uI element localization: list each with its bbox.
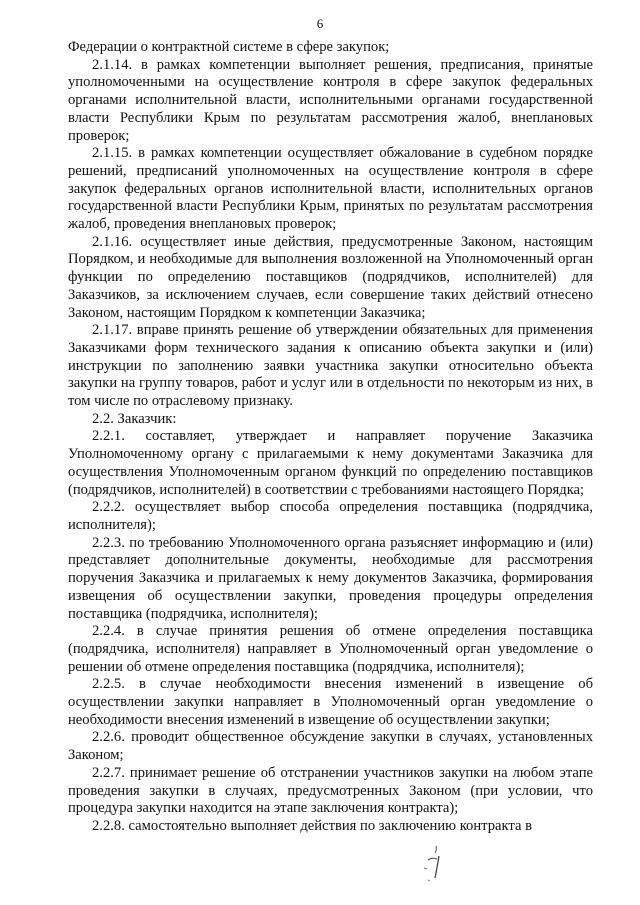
paragraph-2-2-1: 2.2.1. составляет, утверждает и направляет поручение Заказчика Уполномоченному органу с прилагаемыми к нему документами Заказчика для осуществления Уполномоченным органом функций по определению поставщиков (подрядчиков, исполнителей) в соответствии с требованиями настоящего Порядка; <box>68 428 593 498</box>
section-heading-2-2: 2.2. Заказчик: <box>92 410 177 427</box>
page-number: 6 <box>316 16 324 31</box>
paragraph-2-2-6: 2.2.6. проводит общественное обсуждение закупки в случаях, установленных Законом; <box>68 729 593 764</box>
paragraph-2-1-16: 2.1.16. осуществляет иные действия, предусмотренные Законом, настоящим Порядком, и необходимые для выполнения возложенной на Уполномоченный орган функции по определению поставщиков (подрядчиков, исполнителей) для Заказчиков, за исключением случаев, если совершение таких действий отнесено Законом, настоящим Порядком к компетенции Заказчика; <box>68 233 593 321</box>
document-body <box>68 39 593 836</box>
paragraph-2-2-3: 2.2.3. по требованию Уполномоченного органа разъясняет информацию и (или) представляет дополнительные документы, необходимые для рассмотрения поручения Заказчика и прилагаемых к нему документов Заказчика, формирования извещения об осуществлении закупки, проведения процедуры определения поставщика (подрядчика, исполнителя); <box>68 534 593 622</box>
paragraph-2-1-14: 2.1.14. в рамках компетенции выполняет решения, предписания, принятые уполномоченными на осуществление контроля в сфере закупок федеральных органами исполнительной власти, исполнительными органами государственной власти Республики Крым по результатам рассмотрения жалоб, внеплановых проверок; <box>68 56 593 144</box>
paragraph-2-1-17: 2.1.17. вправе принять решение об утверждении обязательных для применения Заказчиками форм технического задания к описанию объекта закупки и (или) инструкции по заполнению заявки участника закупки относительно объекта закупки на группу товаров, работ и услуг или в отдельности по некоторым из них, в том числе по отраслевому признаку. <box>68 322 593 410</box>
paragraph-2-2-2: 2.2.2. осуществляет выбор способа определения поставщика (подрядчика, исполнителя); <box>68 499 593 533</box>
paragraph-2-2-5: 2.2.5. в случае необходимости внесения изменений в извещение об осуществлении закупки направляет в Уполномоченный орган уведомление о необходимости внесения изменений в извещение об осуществлении закупки; <box>68 676 593 728</box>
paragraph-continuation: Федерации о контрактной системе в сфере закупок; <box>68 39 390 55</box>
paragraph-2-1-15: 2.1.15. в рамках компетенции осуществляет обжалование в судебном порядке решений, предписаний уполномоченных на осуществление контроля в сфере закупок федеральных органов исполнительной власти, исполнительных органов государственной власти Республики Крым, принятых по результатам рассмотрения жалоб, проведения внеплановых проверок; <box>68 145 593 233</box>
paragraph-2-2-8: 2.2.8. самостоятельно выполняет действия по заключению контракта в <box>92 817 532 834</box>
paragraph-2-2-4: 2.2.4. в случае принятия решения об отмене определения поставщика (подрядчика, исполнителя) направляет в Уполномоченный орган уведомление о решении об отмене определения поставщика (подрядчика, исполнителя); <box>68 623 593 675</box>
paragraph-2-2-7: 2.2.7. принимает решение об отстранении участников закупки на любом этапе проведения закупки в случаях, предусмотренных Законом (при условии, что процедура закупки находится на этапе заключения контракта); <box>68 764 593 817</box>
handwritten-initials <box>414 840 454 890</box>
